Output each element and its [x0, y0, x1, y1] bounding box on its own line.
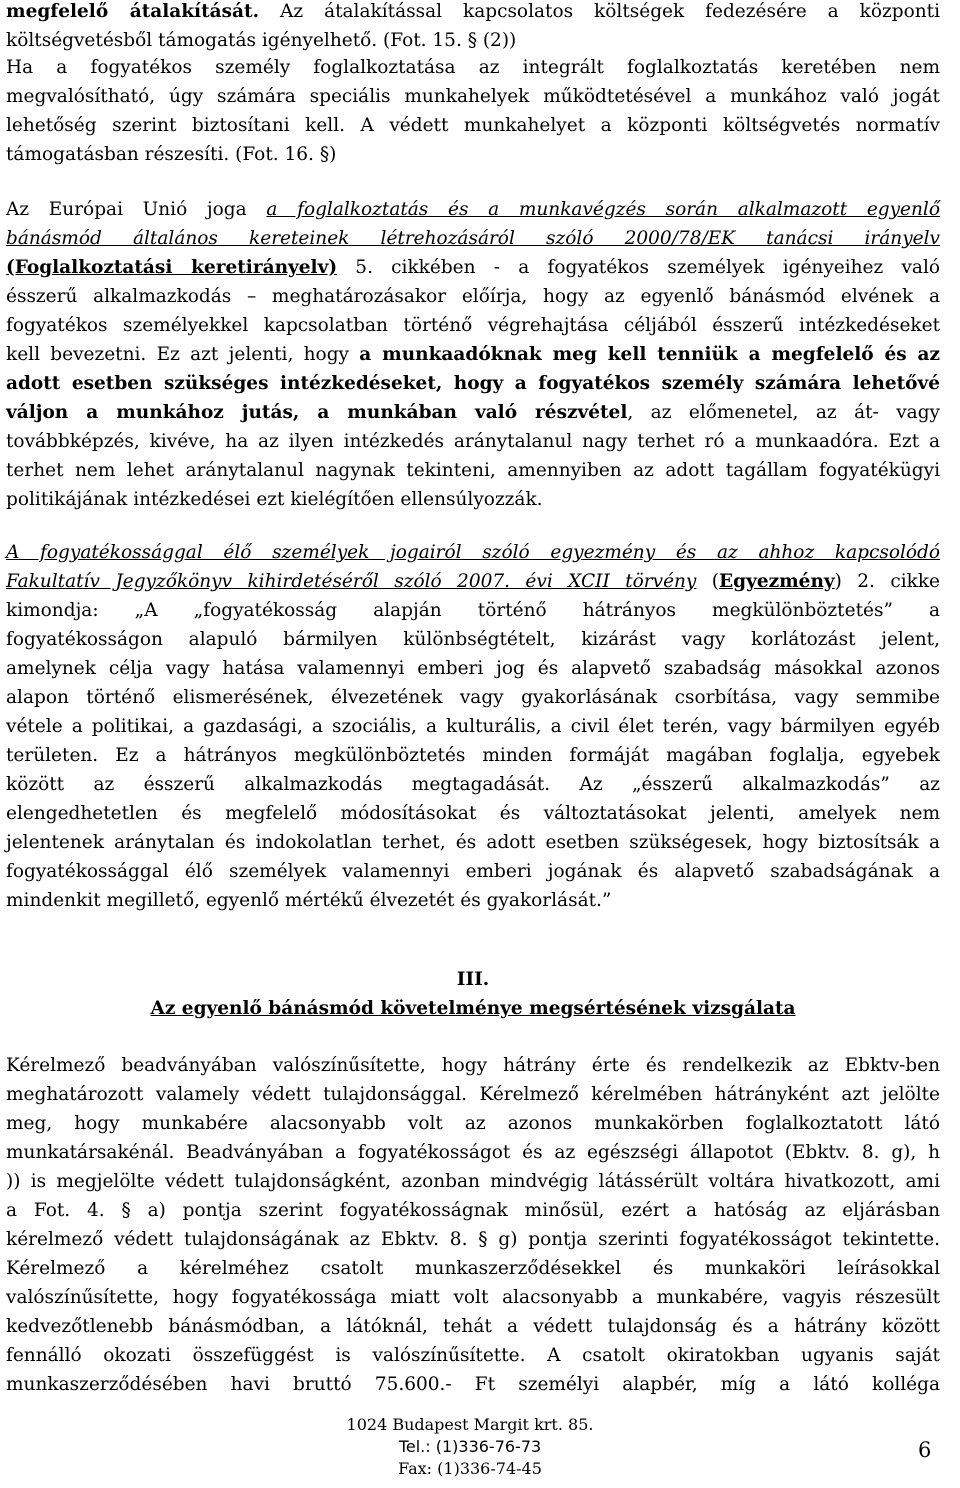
text-line	[6, 1370, 940, 1399]
text-line	[6, 1051, 940, 1080]
text-run: Egyezmény	[719, 571, 835, 592]
text-line	[6, 1138, 940, 1167]
text-run: Kérelmező a kérelméhez csatolt munkaszerződésekkel és munkaköri leírásokkal	[6, 1258, 940, 1279]
page-number: 6	[918, 1438, 932, 1462]
text-run: )) is megjelölte védett tulajdonságként, azonban mindvégig látássérült voltára hivatkozott, ami	[6, 1171, 940, 1192]
section-number: III.	[456, 969, 490, 990]
paragraph-examination	[6, 1051, 940, 1399]
text-run: kimondja: „A „fogyatékosság alapján történő hátrányos megkülönböztetés” a	[6, 600, 940, 621]
paragraph-eu-directive	[6, 195, 940, 514]
text-line	[6, 398, 940, 427]
text-run: Ha a fogyatékos személy foglalkoztatása az integrált foglalkoztatás keretében nem	[6, 57, 940, 78]
text-run: Fakultatív Jegyzőkönyv kihirdetéséről szóló 2007. évi XCII törvény	[6, 571, 697, 592]
text-line	[6, 770, 940, 799]
text-run: kell bevezetni. Ez azt jelenti, hogy	[6, 344, 360, 365]
text-line	[6, 1109, 940, 1138]
text-line	[6, 654, 940, 683]
text-line	[6, 1167, 940, 1196]
text-line	[6, 53, 940, 82]
text-run: kérelmező védett tulajdonságának az Ebktv. 8. § g) pontja szerinti fogyatékosságot tekintette.	[6, 1229, 940, 1250]
text-run: fennálló okozati összefüggést is valószínűsítette. A csatolt okiratokban ugyanis saját	[6, 1345, 940, 1366]
text-line	[6, 625, 940, 654]
text-run: lehetőség szerint biztosítani kell. A védett munkahelyet a központi költségvetés normatív	[6, 115, 940, 136]
text-run: ) 2. cikke	[834, 571, 940, 592]
text-line	[6, 485, 940, 514]
text-run: kedvezőtlenebb bánásmódban, a látóknál, tehát a védett tulajdonság és a hátrány között	[6, 1316, 940, 1337]
text-line	[6, 567, 940, 596]
text-line	[6, 1341, 940, 1370]
text-run: valószínűsítette, hogy fogyatékossága miatt volt alacsonyabb a munkabére, vagyis részesült	[6, 1287, 940, 1308]
text-run: mindenkit megillető, egyenlő mértékű élvezetét és gyakorlását.”	[6, 890, 612, 911]
text-run: (Foglalkoztatási keretirányelv)	[6, 257, 338, 278]
text-line	[6, 1254, 940, 1283]
text-run: bánásmód általános kereteinek létrehozásáról szóló 2000/78/EK tanácsi irányelv	[6, 228, 940, 249]
text-run: Az átalakítással kapcsolatos költségek fedezésére a központi	[259, 1, 940, 22]
text-line	[6, 741, 940, 770]
text-run: fogyatékosságon alapuló bármilyen különbségtételt, kizárást vagy korlátozást jelent,	[6, 629, 940, 650]
paragraph-un-convention	[6, 538, 940, 915]
text-line	[6, 1196, 940, 1225]
text-line	[6, 311, 940, 340]
text-line	[6, 1225, 940, 1254]
text-line	[6, 538, 940, 567]
section-heading	[6, 965, 940, 1023]
text-run: költségvetésből támogatás igényelhető. (Fot. 15. § (2))	[6, 30, 517, 51]
text-run: megvalósítható, úgy számára speciális munkahelyek működtetésével a munkához való jogát	[6, 86, 940, 107]
text-run: adott esetben szükséges intézkedéseket, hogy a fogyatékos személy számára lehetővé	[6, 373, 940, 394]
text-line	[6, 828, 940, 857]
text-run: a munkaadóknak meg kell tenniük a megfelelő és az	[359, 344, 940, 365]
text-line	[6, 0, 940, 26]
text-line	[6, 1080, 940, 1109]
footer-address: 1024 Budapest Margit krt. 85.	[346, 1415, 594, 1434]
text-line	[6, 282, 940, 311]
text-run: területen. Ez a hátrányos megkülönböztetés minden formáját magában foglalja, egyebek	[6, 745, 940, 766]
footer-fax: Fax: (1)336-74-45	[398, 1459, 542, 1478]
text-run: Az Európai Unió joga	[6, 199, 267, 220]
text-line	[6, 82, 940, 111]
text-run: jelentenek aránytalan és indokolatlan terhet, és adott esetben szükségesek, hogy biztosítsák a	[6, 832, 940, 853]
text-line	[6, 857, 940, 886]
text-run: alapon történő elismerésének, élvezetének vagy gyakorlásának csorbítása, vagy semmibe	[6, 687, 940, 708]
text-run: terhet nem lehet aránytalanul nagynak tekinteni, amennyiben az adott tagállam fogyatékügyi	[6, 460, 940, 481]
text-run: között az ésszerű alkalmazkodás megtagadását. Az „ésszerű alkalmazkodás” az	[6, 774, 940, 795]
text-line	[6, 1312, 940, 1341]
text-run: (	[696, 571, 720, 592]
text-line	[6, 427, 940, 456]
text-line	[6, 224, 940, 253]
text-line	[6, 596, 940, 625]
text-line	[6, 1283, 940, 1312]
text-run: váljon a munkához jutás, a munkában való részvétel	[6, 402, 628, 423]
text-line	[6, 253, 940, 282]
footer-phone: Tel.: (1)336-76-73	[398, 1437, 542, 1456]
text-run: meg, hogy munkabére alacsonyabb volt az azonos munkakörben foglalkoztatott látó	[6, 1113, 940, 1134]
text-line	[6, 369, 940, 398]
text-line	[6, 799, 940, 828]
text-line	[6, 886, 940, 915]
text-line	[6, 456, 940, 485]
text-run: Kérelmező beadványában valószínűsítette, hogy hátrány érte és rendelkezik az Ebktv-ben	[6, 1055, 940, 1076]
paragraph-fot-15	[6, 0, 940, 55]
page-footer	[300, 1414, 640, 1480]
text-run: munkatársakénál. Beadványában a fogyatékosságot és az egészségi állapotot (Ebktv. 8. g), h	[6, 1142, 940, 1163]
text-run: fogyatékossággal élő személyek valamennyi emberi jogának és alapvető szabadságának a	[6, 861, 940, 882]
text-run: politikájának intézkedései ezt kielégítően ellensúlyozzák.	[6, 489, 543, 510]
text-run: vétele a politikai, a gazdasági, a szociális, a kulturális, a civil élet terén, vagy bármilyen egyéb	[6, 716, 940, 737]
text-run: a foglalkoztatás és a munkavégzés során alkalmazott egyenlő	[266, 199, 940, 220]
text-run: amelynek célja vagy hatása valamennyi emberi jog és alapvető szabadság másokkal azonos	[6, 658, 940, 679]
text-run: elengedhetetlen és megfelelő módosításokat és változtatásokat jelenti, amelyek nem	[6, 803, 940, 824]
text-run: 5. cikkében - a fogyatékos személyek igényeihez való	[337, 257, 941, 278]
section-title: Az egyenlő bánásmód követelménye megsértésének vizsgálata	[150, 998, 796, 1019]
text-run: továbbképzés, kivéve, ha az ilyen intézkedés aránytalanul nagy terhet ró a munkaadóra. Ezt a	[6, 431, 940, 452]
paragraph-fot-16	[6, 53, 940, 169]
text-run: ésszerű alkalmazkodás – meghatározásakor előírja, hogy az egyenlő bánásmód elvének a	[6, 286, 940, 307]
text-line	[6, 195, 940, 224]
text-run: A fogyatékossággal élő személyek jogairól szóló egyezmény és az ahhoz kapcsolódó	[6, 542, 940, 563]
text-run: megfelelő átalakítását.	[6, 1, 260, 22]
text-line	[6, 712, 940, 741]
text-run: fogyatékos személyekkel kapcsolatban történő végrehajtása céljából ésszerű intézkedéseket	[6, 315, 940, 336]
text-run: a Fot. 4. § a) pontja szerint fogyatékosságnak minősül, ezért a hatóság az eljárásban	[6, 1200, 940, 1221]
text-line	[6, 340, 940, 369]
text-run: , az előmenetel, az át- vagy	[627, 402, 940, 423]
text-line	[6, 111, 940, 140]
text-run: meghatározott valamely védett tulajdonsággal. Kérelmező kérelmében hátrányként azt jelölte	[6, 1084, 940, 1105]
text-line	[6, 140, 940, 169]
text-line	[6, 683, 940, 712]
text-run: támogatásban részesíti. (Fot. 16. §)	[6, 144, 337, 165]
text-line	[6, 26, 940, 55]
text-run: munkaszerződésében havi bruttó 75.600.- Ft személyi alapbér, míg a látó kolléga	[6, 1374, 940, 1395]
